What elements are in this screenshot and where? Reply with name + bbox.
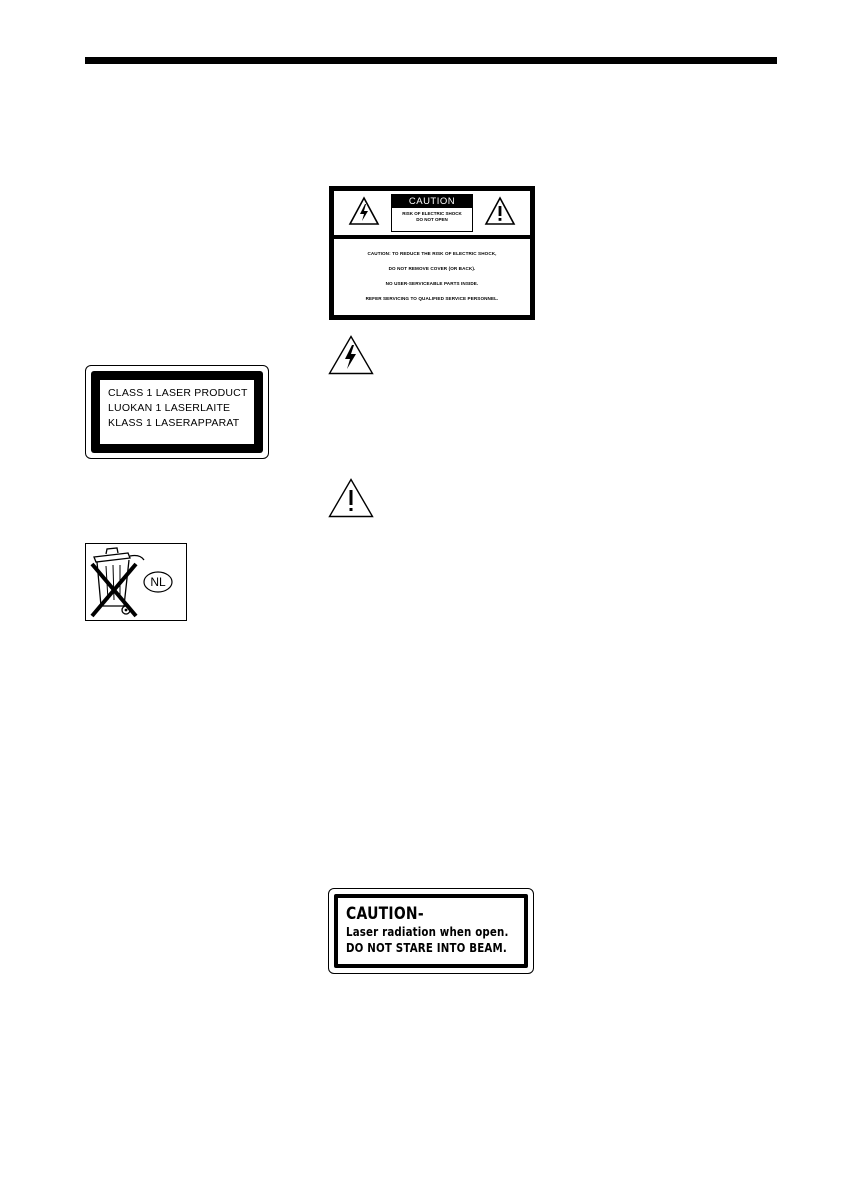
top-rule	[85, 57, 777, 64]
exclamation-triangle-icon	[328, 478, 374, 518]
caution-line-4: REFER SERVICING TO QUALIFIED SERVICE PERSONNEL.	[365, 296, 499, 301]
caution-caption: CAUTION	[392, 195, 472, 208]
laser-radiation-frame	[334, 894, 528, 968]
caution-electric-shock-label	[329, 186, 535, 320]
laser-class-line-1: CLASS 1 LASER PRODUCT	[108, 387, 248, 399]
caution-label-header	[334, 191, 530, 235]
laser-radiation-title: CAUTION-	[346, 904, 424, 924]
lightning-triangle-icon	[348, 196, 380, 226]
laser-label-text-box	[100, 380, 254, 444]
risk-text	[392, 211, 472, 223]
caution-center-box	[391, 194, 473, 232]
country-code: NL	[150, 575, 166, 589]
caution-line-2: DO NOT REMOVE COVER (OR BACK).	[388, 266, 476, 271]
battery-disposal-label	[85, 543, 187, 621]
laser-radiation-line-1: Laser radiation when open.	[346, 924, 509, 939]
laser-class-line-3: KLASS 1 LASERAPPARAT	[108, 417, 240, 429]
caution-line-1: CAUTION: TO REDUCE THE RISK OF ELECTRIC SHOCK,	[367, 251, 497, 256]
risk-line-1: RISK OF ELECTRIC SHOCK	[402, 211, 462, 216]
lightning-triangle-icon	[328, 335, 374, 375]
exclamation-triangle-icon	[484, 196, 516, 226]
laser-radiation-caution-label	[328, 888, 534, 974]
laser-radiation-line-2: DO NOT STARE INTO BEAM.	[346, 940, 507, 955]
laser-class-line-2: LUOKAN 1 LASERLAITE	[108, 402, 231, 414]
caution-line-3: NO USER-SERVICEABLE PARTS INSIDE.	[385, 281, 479, 286]
caution-label-body	[334, 239, 530, 315]
class1-laser-label	[85, 365, 269, 459]
risk-line-2: DO NOT OPEN	[416, 217, 448, 222]
